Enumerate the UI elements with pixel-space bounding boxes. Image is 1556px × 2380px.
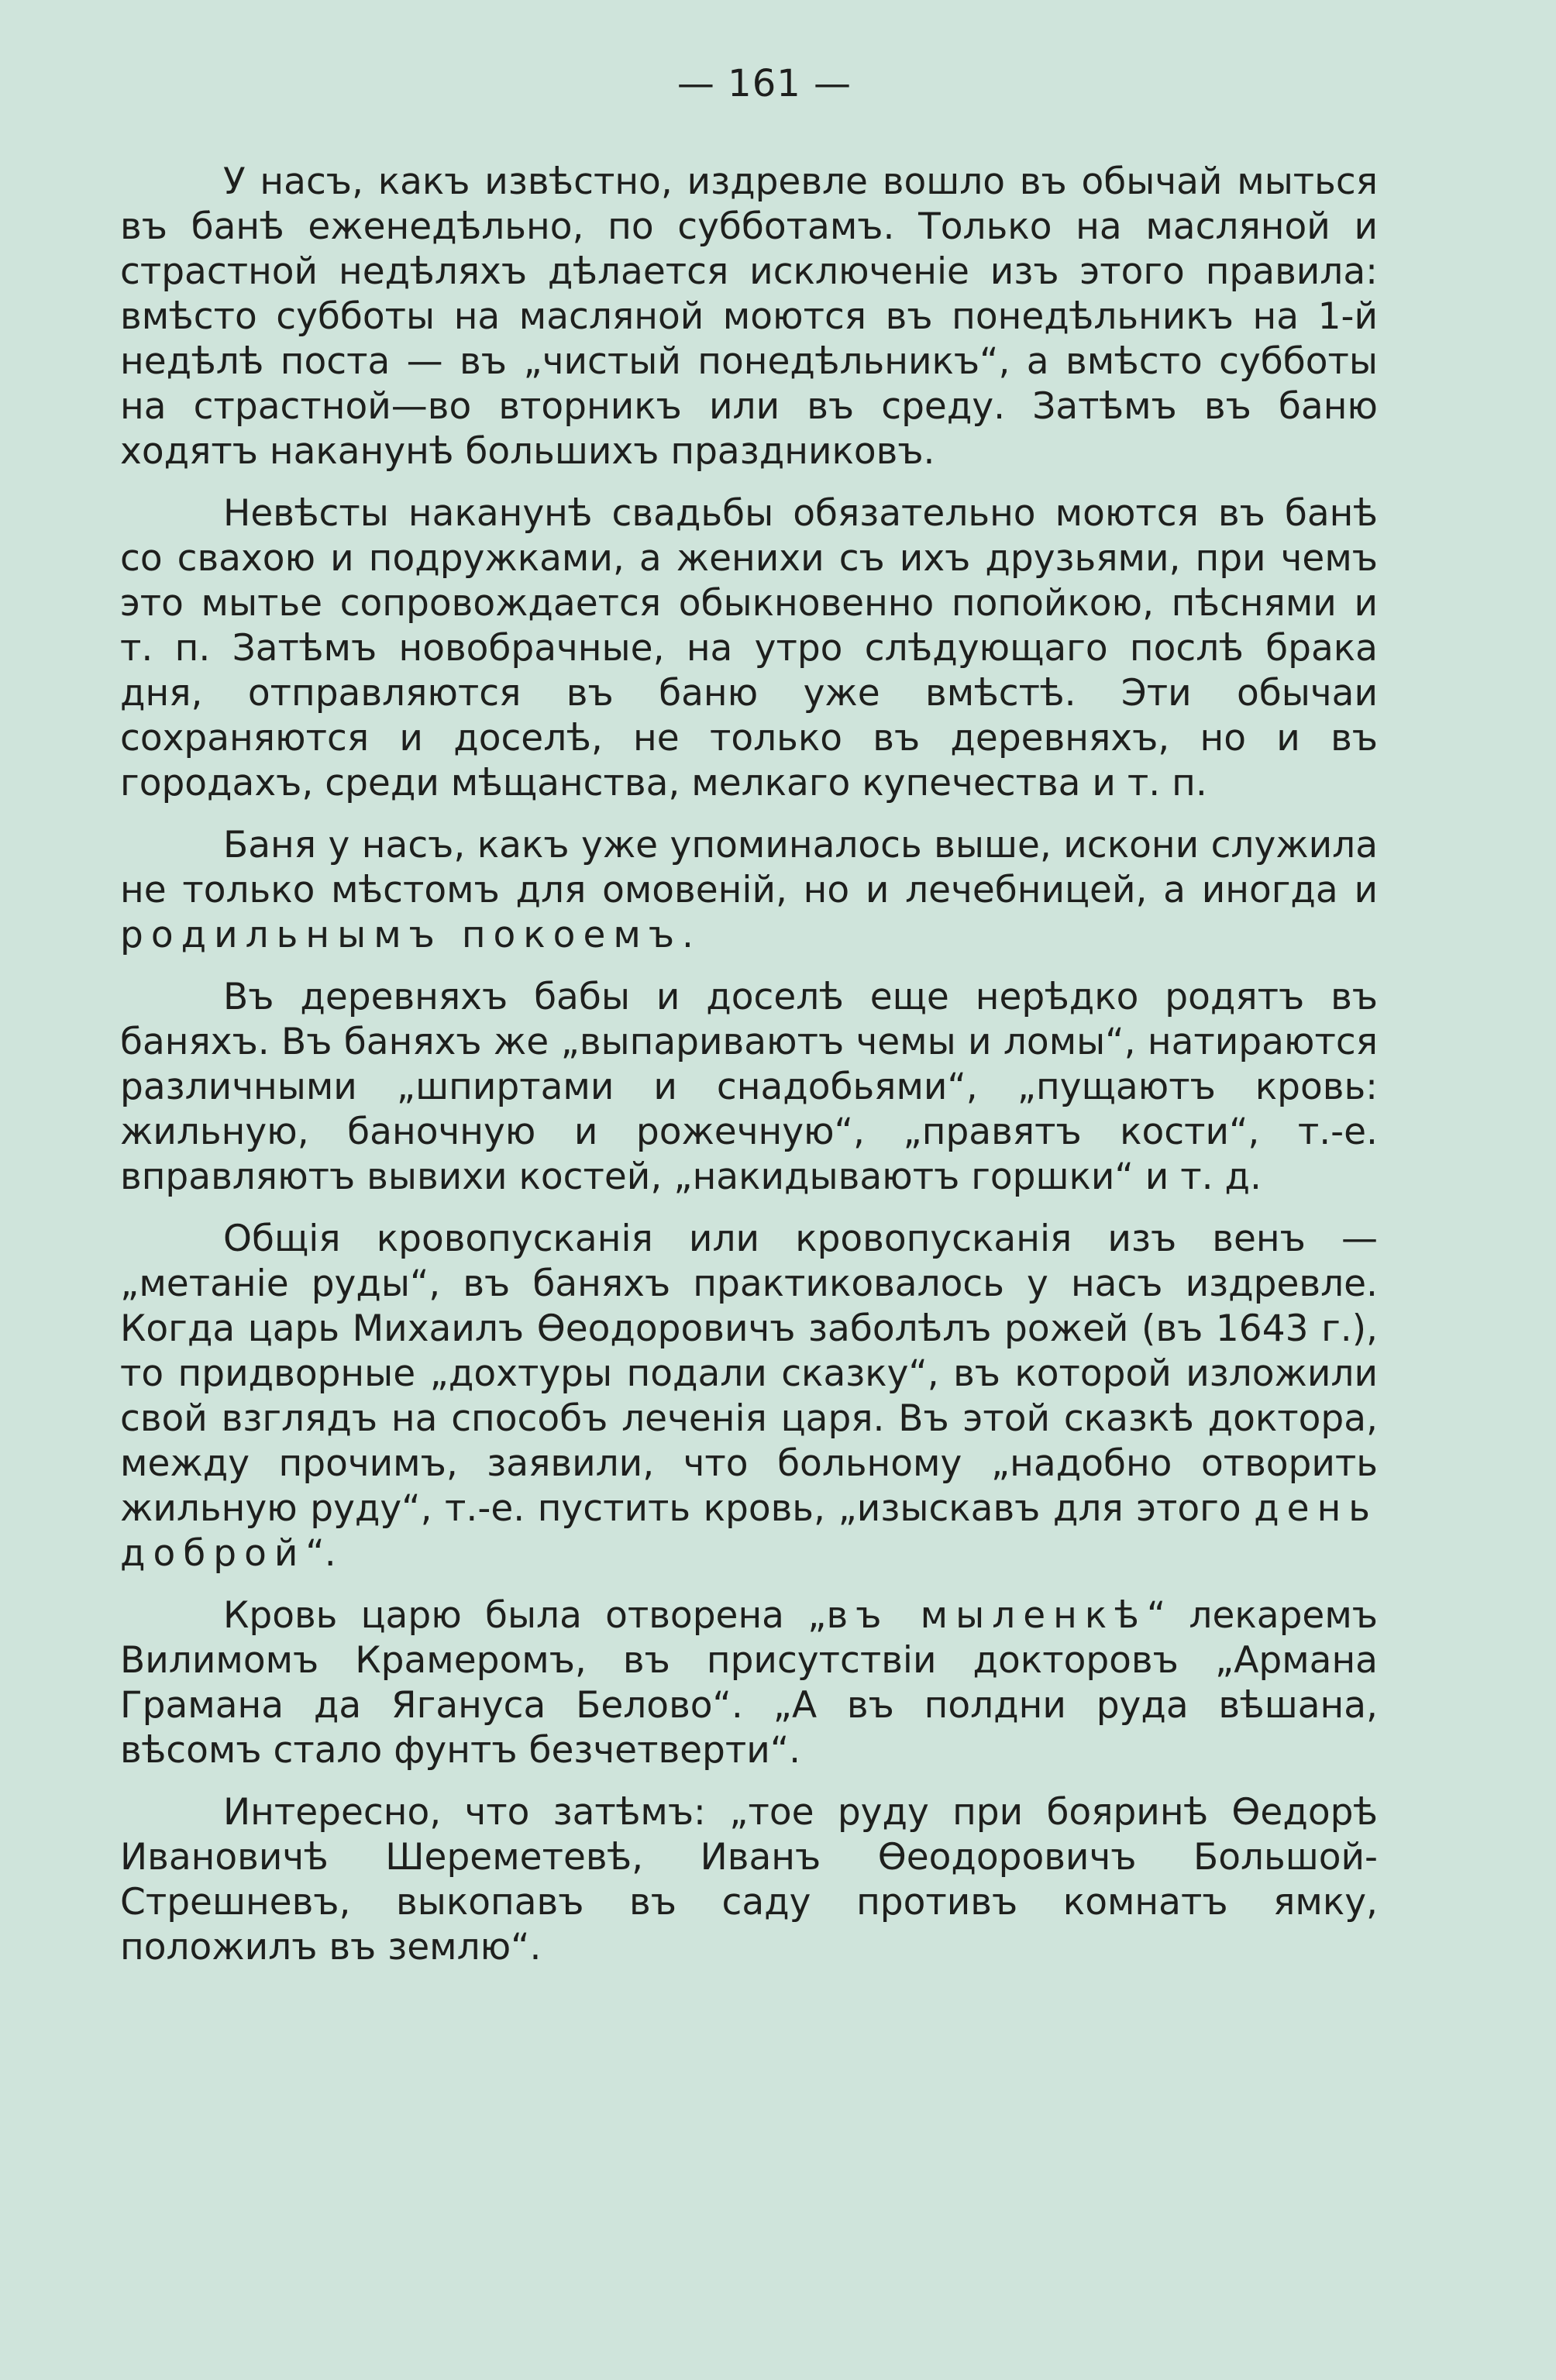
paragraph-6-tail: “ лекаремъ Вилимомъ Крамеромъ, въ присутствiи докторовъ „Армана Грамана да Ягануса Белово“. „А въ полдни руда вѣшана, вѣсомъ стало фунтъ безчетверти“. [120,1594,1378,1772]
paragraph-5-text: Общiя кровопусканiя или кровопусканiя изъ венъ — „метанiе руды“, въ баняхъ практиковалось у насъ издревле. Когда царь Михаилъ Ѳеодоровичъ заболѣлъ рожей (въ 1643 г.), то придворные „дохтуры подали сказку“, въ которой изложили свой взглядъ на способъ леченiя царя. Въ этой сказкѣ доктора, между прочимъ, заявили, что больному „надобно отворить жильную руду“, т.-е. пустить кровь, „изыскавъ для этого [120,1218,1378,1530]
paragraph-3-text: Баня у насъ, какъ уже упоминалось выше, искони служила не только мѣстомъ для омовенiй, но и лечебницей, а иногда и [120,824,1378,911]
paragraph-1: У насъ, какъ извѣстно, издревле вошло въ обычай мыться въ банѣ еженедѣльно, по субботамъ. Только на масляной и страстной недѣляхъ дѣлается исключенiе изъ этого правила: вмѣсто субботы на масляной моются въ понедѣльникъ на 1-й недѣлѣ поста — въ „чистый понедѣльникъ“, а вмѣсто субботы на страстной—во вторникъ или въ среду. Затѣмъ въ баню ходятъ наканунѣ большихъ праздниковъ. [120,160,1378,473]
paragraph-3 [120,823,1378,958]
paragraph-5-emphasis: день доброй [120,1487,1378,1575]
paragraph-4: Въ деревняхъ бабы и доселѣ еще нерѣдко родятъ въ баняхъ. Въ баняхъ же „выпариваютъ чемы и ломы“, натираются различными „шпиртами и снадобьями“, „пущаютъ кровь: жильную, баночную и рожечную“, „правятъ кости“, т.-е. вправляютъ вывихи костей, „накидываютъ горшки“ и т. д. [120,976,1378,1198]
paragraph-5 [120,1217,1378,1576]
paragraph-2: Невѣсты наканунѣ свадьбы обязательно моются въ банѣ со свахою и подружками, а женихи съ ихъ друзьями, при чемъ это мытье сопровождается обыкновенно попойкою, пѣснями и т. п. Затѣмъ новобрачные, на утро слѣдующаго послѣ брака дня, отправляются въ баню уже вмѣстѣ. Эти обычаи сохраняются и доселѣ, не только въ деревняхъ, но и въ городахъ, среди мѣщанства, мелкаго купечества и т. п. [120,492,1378,804]
paragraph-7: Интересно, что затѣмъ: „тое руду при бояринѣ Ѳедорѣ Ивановичѣ Шереметевѣ, Иванъ Ѳеодоровичъ Большой-Стрешневъ, выкопавъ въ саду противъ комнатъ ямку, положилъ въ землю“. [120,1791,1378,1968]
paragraph-6-emphasis: въ мыленкѣ [826,1594,1147,1637]
paragraph-6-text: Кровь царю была отворена „ [223,1594,827,1637]
paragraph-6 [120,1593,1378,1773]
page-number: — 161 — [676,62,852,105]
paragraph-3-tail: . [682,914,694,956]
paragraph-5-tail: “. [305,1532,336,1575]
paragraph-3-emphasis: родильнымъ покоемъ [120,914,683,956]
